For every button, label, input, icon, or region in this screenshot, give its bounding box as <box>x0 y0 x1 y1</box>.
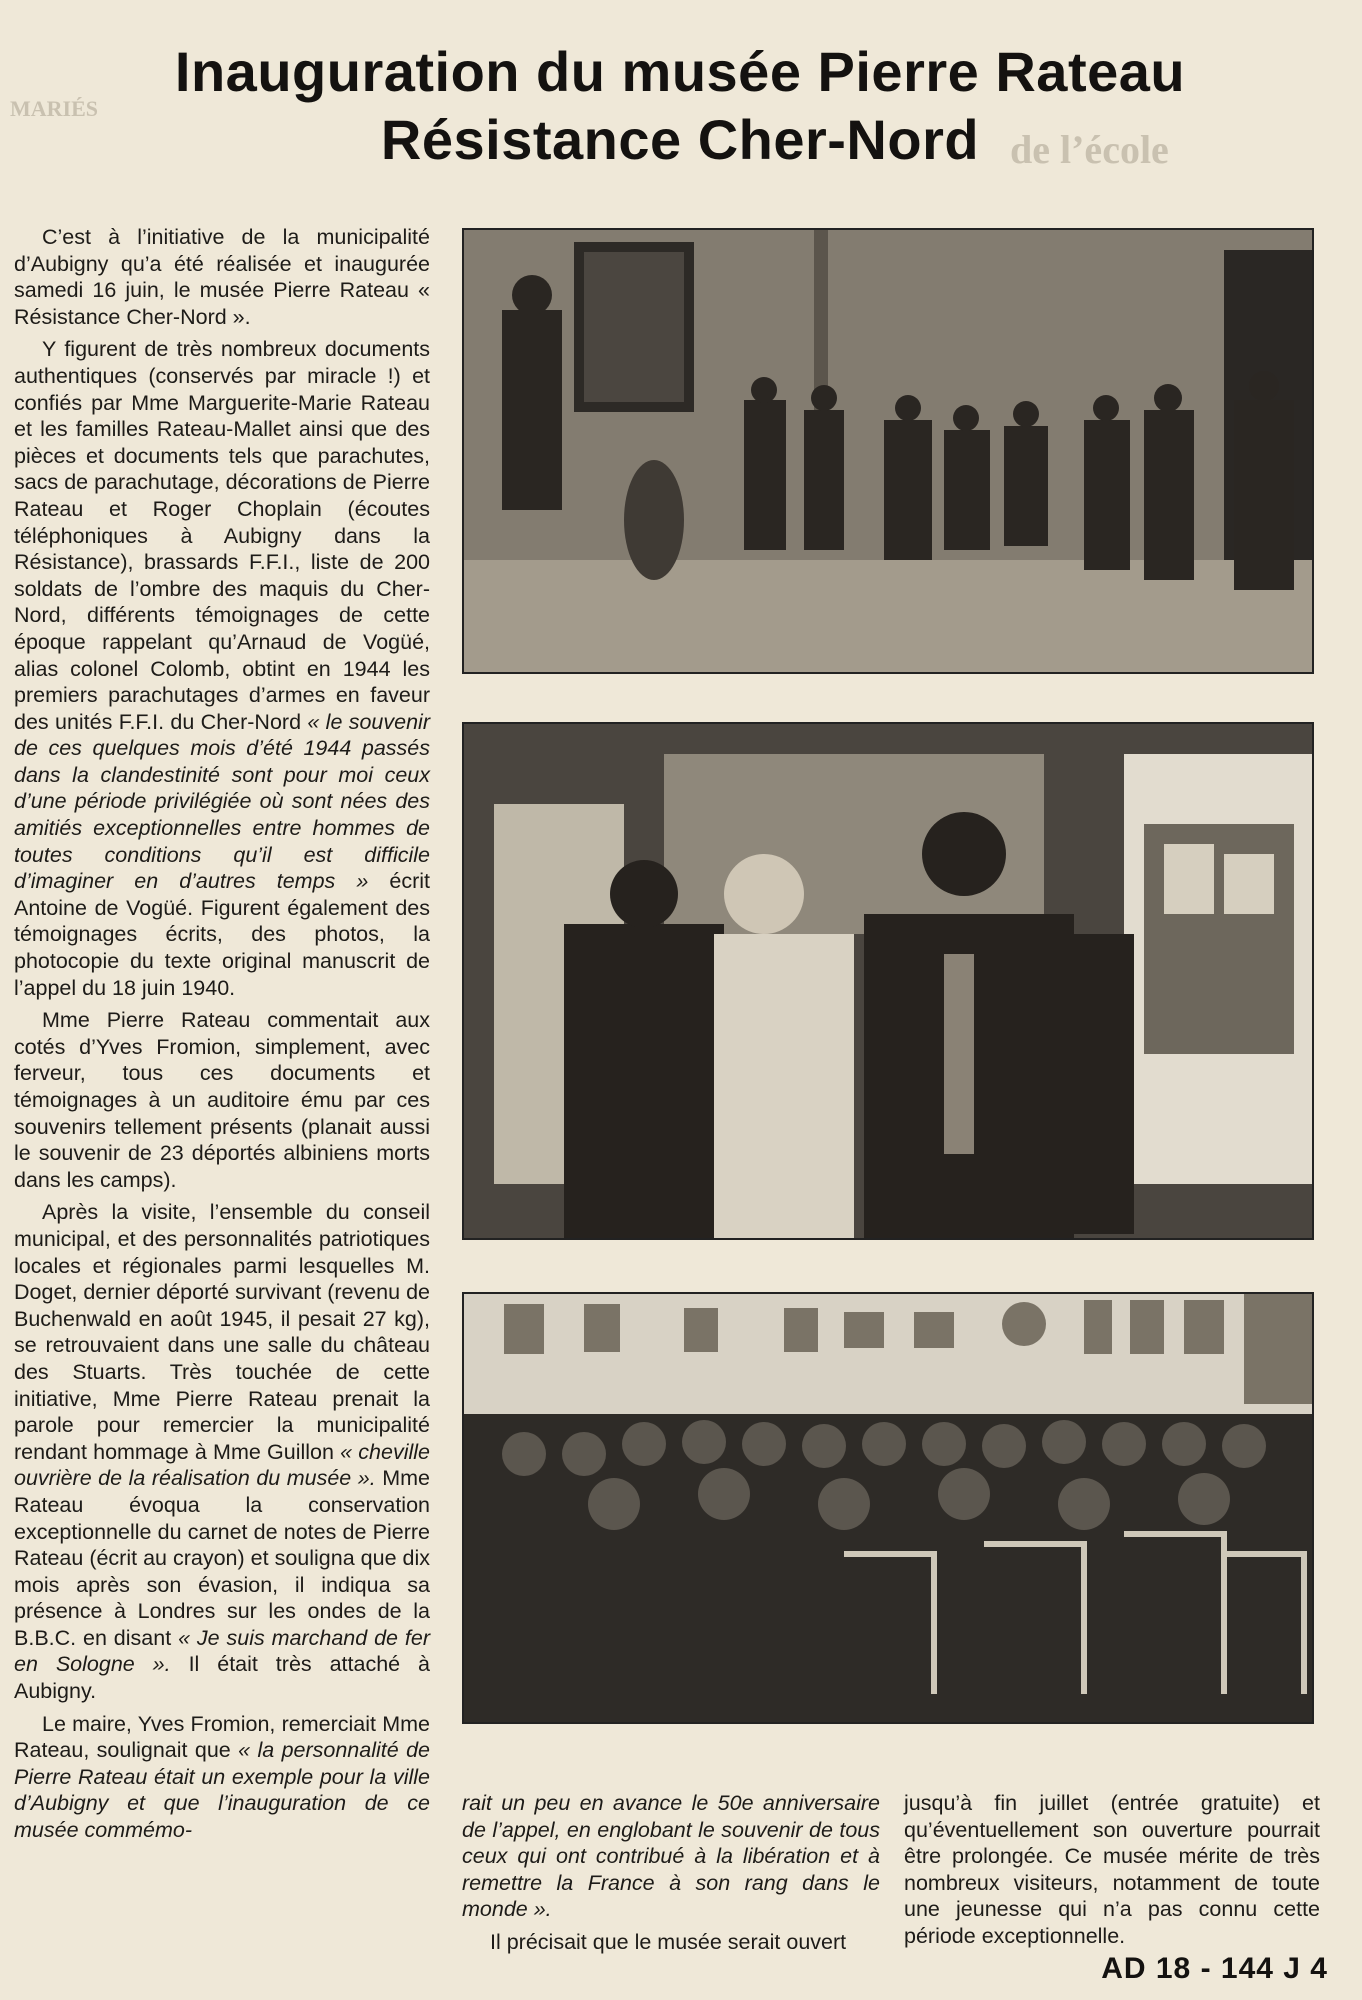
photo-audience-image <box>464 1294 1312 1722</box>
bleed-through-text-left: MARIÉS <box>10 96 99 121</box>
photo-museum-visit-image <box>464 724 1312 1238</box>
headline-line-1: Inauguration du musée Pierre Rateau <box>174 40 1186 103</box>
archive-reference: AD 18 - 144 J 4 <box>1101 1952 1328 1985</box>
quote-bbc: « Je suis marchand de fer en Sologne ». <box>14 1625 430 1677</box>
headline-line-2: Résistance Cher-Nord <box>380 108 980 171</box>
photo-outdoor-gathering-image <box>464 230 1312 672</box>
article-column-3 <box>904 1790 1320 1950</box>
paragraph-opening: Il précisait que le musée serait ouvert <box>490 1929 847 1954</box>
article-column-1 <box>14 224 430 1844</box>
bleed-through-text-right: de l’école <box>1010 127 1169 172</box>
photo-outdoor-gathering <box>462 228 1314 674</box>
paragraph-intro: C’est à l’initiative de la municipalité d’Aubigny qu’a été réalisée et inaugurée samedi 16 juin, le musée Pierre Rateau « Résistance Cher-Nord ». <box>14 225 430 329</box>
paragraph-mayor: Le maire, Yves Fromion, remerciait Mme Rateau, soulignait que « la personnalité de Pierre Rateau était un exemple pour la ville d’Aubigny et que l’inauguration de ce musée commémo- <box>14 1711 430 1843</box>
article-column-2 <box>462 1790 880 1956</box>
photo-audience <box>462 1292 1314 1724</box>
paragraph-mayor-continued <box>462 1790 880 1923</box>
quote-guillon: « cheville ouvrière de la réalisation du musée ». <box>14 1439 431 1491</box>
paragraph-opening-continued: jusqu’à fin juillet (entrée gratuite) et qu’éventuellement son ouverture pourrait être prolongée. Ce musée mérite de très nombreux visiteurs, notamment de toute une jeunesse qui n’a pas connu cette période exceptionnelle. <box>904 1791 1320 1948</box>
paragraph-reception: Après la visite, l’ensemble du conseil municipal, et des personnalités patriotiques locales et régionales parmi lesquelles M. Doget, dernier déporté survivant (revenu de Buchenwald en août 1945, il pesait 27 kg), se retrouvaient dans une salle du château des Stuarts. Très touchée de cette initiative, Mme Pierre Rateau prenait la parole pour remercier la municipalité rendant hommage à Mme Guillon « cheville ouvrière de la réalisation du musée ». Mme Rateau évoqua la conservation exceptionnelle du carnet de notes de Pierre Rateau (écrit au crayon) et souligna que dix mois après son évasion, il indiqua sa présence à Londres sur les ondes de la B.B.C. en disant « Je suis marchand de fer en Sologne ». Il était très attaché à Aubigny. <box>14 1200 431 1704</box>
paragraph-documents: Y figurent de très nombreux documents authentiques (conservés par miracle !) et confiés par Mme Marguerite-Marie Rateau et les familles Rateau-Mallet ainsi que des pièces et documents tels que parachutes, sacs de parachutage, décorations de Pierre Rateau et Roger Choplain (écoutes téléphoniques à Aubigny dans la Résistance), brassards F.F.I., liste de 200 soldats de l’ombre des maquis du Cher-Nord, différents témoignages de cette époque rappelant qu’Arnaud de Vogüé, alias colonel Colomb, obtint en 1944 les premiers parachutages d’armes en faveur des unités F.F.I. du Cher-Nord « le souvenir de ces quelques mois d’été 1944 passés dans la clandestinité sont pour moi ceux d’une période privilégiée où sont nées des amitiés exceptionnelles entre hommes de toutes conditions qu’il est difficile d’imaginer en d’autres temps » écrit Antoine de Vogüé. Figurent également des témoignages écrits, des photos, la photocopie du texte original manuscrit de l’appel du 18 juin 1940. <box>14 337 430 1000</box>
paragraph-commentary: Mme Pierre Rateau commentait aux cotés d’Yves Fromion, simplement, avec ferveur, tous ces documents et témoignages à un auditoire ému par ces souvenirs tellement présents (planait aussi le souvenir de 23 déportés albiniens morts dans les camps). <box>14 1008 430 1192</box>
quote-vogue: « le souvenir de ces quelques mois d’été 1944 passés dans la clandestinité sont pour moi ceux d’une période privilégiée où sont nées des amitiés exceptionnelles entre hommes de toutes conditions qu’il est difficile d’imaginer en d’autres temps » <box>14 709 430 894</box>
photo-museum-visit <box>462 722 1314 1240</box>
quote-mayor: « la personnalité de Pierre Rateau était un exemple pour la ville d’Aubigny et que l’inauguration de ce musée commémo- <box>14 1738 430 1843</box>
quote-mayor-continued: rait un peu en avance le 50e anniversaire de l’appel, en englobant le souvenir de tous ceux qui ont contribué à la libération et à remettre la France à son rang dans le monde ». <box>462 1791 880 1922</box>
